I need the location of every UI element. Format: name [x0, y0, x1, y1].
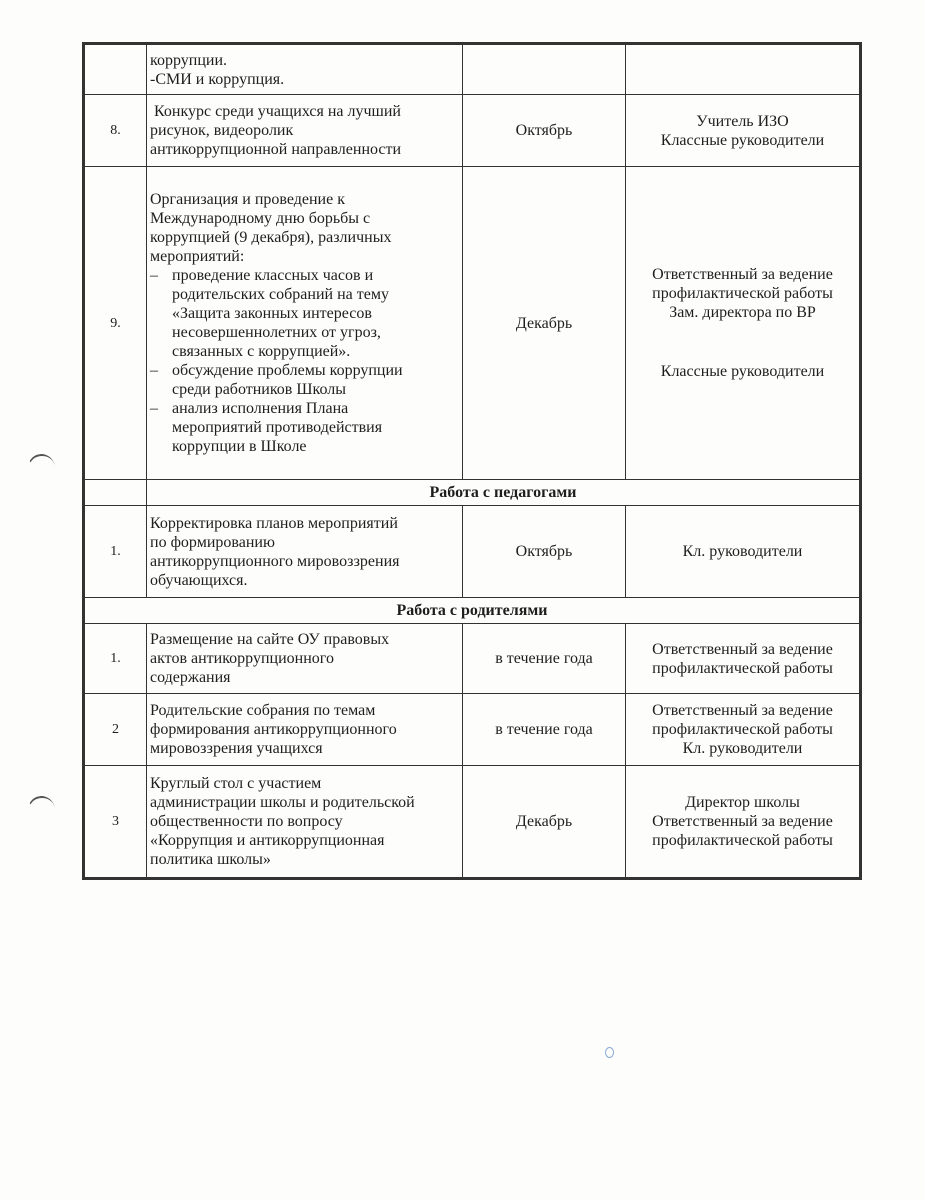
event-line: Круглый стол с участием	[150, 775, 322, 792]
bullet-line: «Защита законных интересов	[172, 305, 372, 322]
table-row	[85, 167, 860, 480]
responsible-line: Ответственный за ведение	[652, 702, 833, 719]
responsible-line: Директор школы	[685, 794, 800, 811]
date-cell	[463, 45, 626, 95]
row-number: 3	[85, 766, 147, 878]
bullet-item	[150, 399, 459, 456]
responsible-line: Зам. директора по ВР	[669, 304, 816, 321]
dash-bullet: –	[150, 267, 158, 284]
ink-dot	[605, 1047, 614, 1058]
bullet-item	[150, 266, 459, 361]
event-cell	[147, 95, 463, 167]
responsible-cell	[626, 624, 860, 694]
responsible-line: Учитель ИЗО	[696, 112, 789, 130]
responsible-cell	[626, 95, 860, 167]
event-cell	[147, 694, 463, 766]
table-row	[85, 766, 860, 878]
date-cell: в течение года	[463, 694, 626, 766]
section-title-teachers: Работа с педагогами	[147, 480, 860, 506]
table-row	[85, 694, 860, 766]
event-line: Корректировка планов мероприятий	[150, 514, 398, 532]
event-cell	[147, 766, 463, 878]
event-line: формирования антикоррупционного	[150, 721, 397, 738]
table-row	[85, 45, 860, 95]
event-line: Организация и проведение к	[150, 191, 345, 208]
bullet-line: среди работников Школы	[172, 381, 346, 398]
bullet-line: проведение классных часов и	[172, 267, 374, 284]
event-cell	[147, 506, 463, 598]
responsible-cell	[626, 766, 860, 878]
event-line: общественности по вопросу	[150, 813, 343, 830]
row-number: 8.	[85, 95, 147, 167]
date-cell: Декабрь	[463, 766, 626, 878]
bullet-line: мероприятий противодействия	[172, 419, 383, 436]
table-row	[85, 506, 860, 598]
row-number: 2	[85, 694, 147, 766]
row-number	[85, 45, 147, 95]
event-cell	[147, 624, 463, 694]
event-line: актов антикоррупционного	[150, 650, 334, 667]
event-line: мировоззрения учащихся	[150, 740, 323, 757]
date-cell: Октябрь	[463, 95, 626, 167]
responsible-cell	[626, 506, 860, 598]
bullet-line: анализ исполнения Плана	[172, 400, 349, 417]
bullet-line: обсуждение проблемы коррупции	[172, 362, 403, 379]
responsible-line: Ответственный за ведение	[652, 813, 833, 830]
responsible-line: Кл. руководители	[682, 740, 803, 757]
date-cell: Октябрь	[463, 506, 626, 598]
event-line: рисунок, видеоролик	[150, 122, 294, 139]
binder-hole-mark	[26, 794, 57, 825]
responsible-cell	[626, 694, 860, 766]
dash-bullet: –	[150, 362, 158, 379]
row-number: 9.	[85, 167, 147, 480]
event-cell	[147, 167, 463, 480]
bullet-line: родительских собраний на тему	[172, 286, 389, 303]
responsible-line: профилактической работы	[652, 721, 833, 738]
row-number: 1.	[85, 624, 147, 694]
responsible-cell	[626, 167, 860, 480]
event-line: «Коррупция и антикоррупционная	[150, 832, 385, 849]
bullet-line: связанных с коррупцией».	[172, 343, 351, 360]
responsible-line: Ответственный за ведение	[652, 640, 833, 658]
section-row	[85, 480, 860, 506]
date-cell: Декабрь	[463, 167, 626, 480]
date-cell: в течение года	[463, 624, 626, 694]
responsible-line: Классные руководители	[660, 363, 825, 380]
responsible-line: профилактической работы	[652, 832, 833, 849]
event-line: по формированию	[150, 533, 275, 551]
event-line: коррупции.	[150, 51, 227, 69]
event-line: Международному дню борьбы с	[150, 210, 371, 227]
table-row	[85, 95, 860, 167]
bullet-line: несовершеннолетних от угроз,	[172, 324, 381, 341]
responsible-cell	[626, 45, 860, 95]
responsible-line: Классные руководители	[660, 131, 825, 149]
section-row	[85, 598, 860, 624]
event-line: обучающихся.	[150, 571, 248, 589]
event-line: администрации школы и родительской	[150, 794, 415, 811]
event-line: антикоррупционного мировоззрения	[150, 552, 400, 570]
bullet-line: коррупции в Школе	[172, 438, 307, 455]
event-line: коррупцией (9 декабря), различных	[150, 229, 392, 246]
event-line: Конкурс среди учащихся на лучший	[150, 103, 401, 120]
table-row	[85, 624, 860, 694]
responsible-line: профилактической работы	[652, 659, 833, 677]
section-title-parents: Работа с родителями	[85, 598, 860, 624]
event-line: -СМИ и коррупция.	[150, 70, 285, 88]
responsible-line: Кл. руководители	[682, 543, 803, 560]
event-line: содержания	[150, 669, 231, 686]
responsible-line: профилактической работы	[652, 285, 833, 302]
dash-bullet: –	[150, 400, 158, 417]
event-line: политика школы»	[150, 851, 271, 868]
event-cell	[147, 45, 463, 95]
event-line: антикоррупционной направленности	[150, 141, 402, 158]
event-line: мероприятий:	[150, 248, 245, 265]
plan-table	[84, 44, 860, 878]
event-line: Родительские собрания по темам	[150, 702, 376, 719]
binder-hole-mark	[26, 452, 57, 483]
bullet-item	[150, 361, 459, 399]
row-number: 1.	[85, 506, 147, 598]
responsible-line: Ответственный за ведение	[652, 266, 833, 283]
event-line: Размещение на сайте ОУ правовых	[150, 631, 390, 648]
